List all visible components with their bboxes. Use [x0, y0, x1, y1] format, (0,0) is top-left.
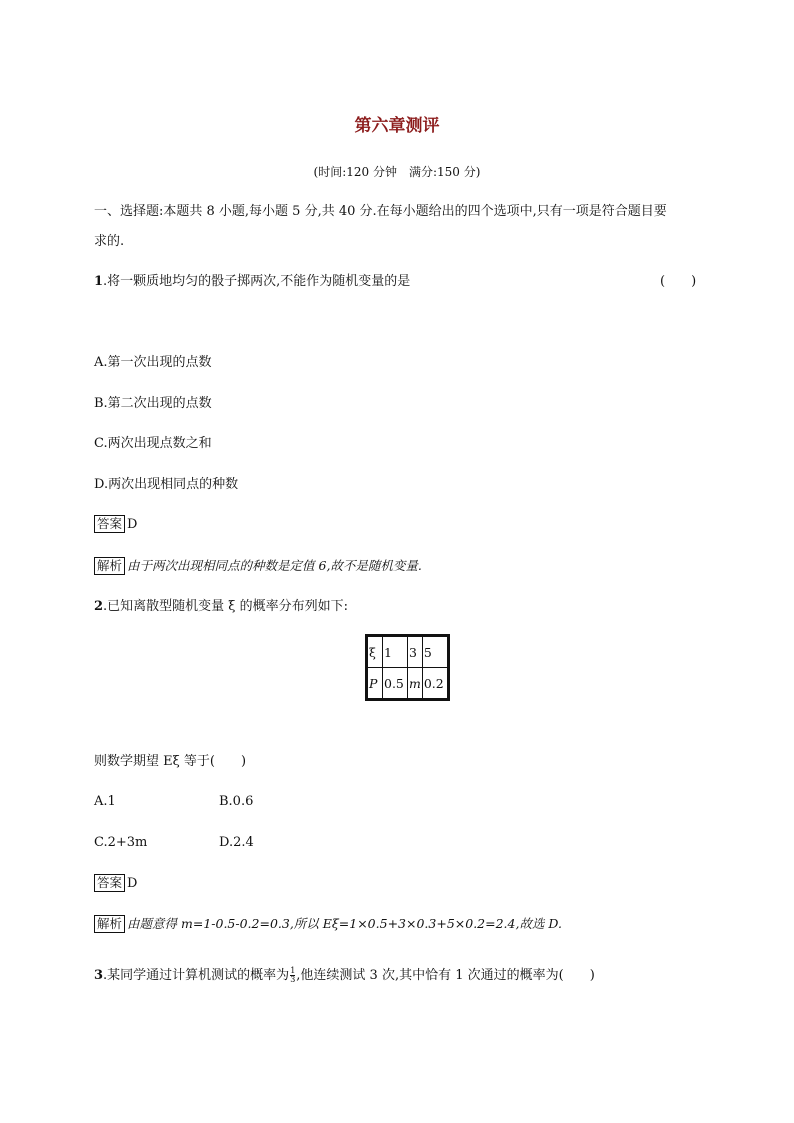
answer-value: D	[127, 876, 138, 891]
table-cell: ξ	[367, 636, 383, 668]
fraction-denominator: 3	[290, 975, 296, 984]
answer-value: D	[127, 517, 138, 532]
option-d: D.2.4	[219, 835, 254, 850]
table-cell: 0.5	[383, 668, 408, 700]
analysis-line	[94, 553, 422, 580]
analysis-tag: 解析	[94, 557, 125, 575]
option-c: C.2+3m	[94, 835, 148, 850]
question-3	[94, 963, 595, 989]
fraction	[290, 967, 295, 984]
page-title: 第六章测评	[354, 116, 440, 136]
table-cell: 5	[422, 636, 448, 668]
question-number: 1	[94, 274, 104, 289]
analysis-text: 由题意得 m=1-0.5-0.2=0.3,所以 Eξ=1×0.5+3×0.3+5×0.2=2.4,故选 D.	[127, 916, 562, 931]
section-heading-line1: 一、选择题:本题共 8 小题,每小题 5 分,共 40 分.在每小题给出的四个选项中,只有一项是符合题目要	[94, 204, 667, 219]
question-text-continued: ,他连续测试 3 次,其中恰有 1 次通过的概率为( )	[296, 968, 595, 983]
table-cell: 1	[383, 636, 408, 668]
question-number: 2	[94, 599, 104, 614]
table-cell: P	[367, 668, 383, 700]
option-a: A.第一次出现的点数	[94, 355, 212, 370]
question-1	[94, 269, 410, 295]
table-row	[367, 668, 449, 700]
table-cell: m	[408, 668, 423, 700]
question-number: 3	[94, 968, 104, 983]
option-b: B.0.6	[219, 794, 254, 809]
analysis-text: 由于两次出现相同点的种数是定值 6,故不是随机变量.	[127, 558, 422, 573]
section-heading-line2: 求的.	[94, 234, 125, 249]
option-c: C.两次出现点数之和	[94, 436, 212, 451]
question-2-stem: 则数学期望 Eξ 等于( )	[94, 754, 247, 769]
answer-line	[94, 871, 137, 897]
question-2	[94, 594, 348, 620]
answer-line	[94, 512, 137, 538]
analysis-line	[94, 911, 562, 938]
option-d: D.两次出现相同点的种数	[94, 477, 239, 492]
answer-tag: 答案	[94, 515, 125, 533]
table-cell: 3	[408, 636, 423, 668]
option-b: B.第二次出现的点数	[94, 396, 212, 411]
question-text: .将一颗质地均匀的骰子掷两次,不能作为随机变量的是	[103, 274, 411, 289]
analysis-tag: 解析	[94, 915, 125, 933]
option-a: A.1	[94, 794, 116, 809]
question-text: .已知离散型随机变量 ξ 的概率分布列如下:	[103, 599, 348, 614]
exam-info: (时间:120 分钟 满分:150 分)	[313, 165, 481, 179]
answer-bracket: ( )	[660, 274, 697, 289]
table-row	[367, 636, 449, 668]
distribution-table	[365, 634, 450, 701]
question-text: .某同学通过计算机测试的概率为	[103, 968, 290, 983]
answer-tag: 答案	[94, 874, 125, 892]
fraction-numerator: 1	[290, 966, 296, 975]
table-cell: 0.2	[422, 668, 448, 700]
